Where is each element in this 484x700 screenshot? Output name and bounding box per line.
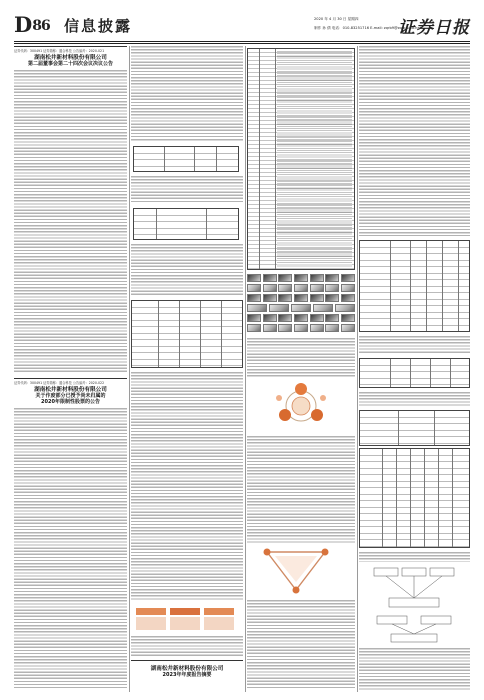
editor-contact: 制作 孙 倩 电话：010-83251716 E-mail: zqrb9@zqrb.sina.net <box>314 26 422 30</box>
body-text <box>14 70 127 374</box>
issue-date: 2020 年 4 月 30 日 星期四 <box>314 17 359 21</box>
quarterly-table <box>359 358 470 388</box>
page-num: 86 <box>32 18 50 34</box>
body-text <box>131 176 243 204</box>
financial-table <box>359 240 470 332</box>
business-diagram <box>135 606 235 632</box>
announcement-header <box>14 48 127 67</box>
column-divider <box>245 46 246 692</box>
product-images <box>247 284 355 292</box>
column-divider <box>357 46 358 692</box>
body-text <box>131 244 243 296</box>
column-1 <box>14 46 127 692</box>
stock-code-line: 证券代码：300491 证券简称：通合科技 公告编号：2020-022 <box>14 381 105 385</box>
page-letter: D <box>14 12 32 37</box>
announcement-rule <box>14 378 127 379</box>
body-text <box>359 648 470 690</box>
body-text <box>247 338 355 378</box>
section-title: 信息披露 <box>64 17 133 35</box>
product-images <box>247 294 355 302</box>
announcement-title: 湖南松井新材料股份有限公司 <box>34 55 107 61</box>
ownership-chart <box>369 566 459 610</box>
column-3 <box>247 46 355 692</box>
announcement-title: 第二届董事会第二十四次会议决议公告 <box>27 61 113 68</box>
body-text <box>359 46 470 236</box>
ownership-chart <box>369 614 459 644</box>
masthead-rule <box>14 41 470 42</box>
announcement-title: 湖南松井新材料股份有限公司 <box>150 666 224 672</box>
product-images <box>247 274 355 282</box>
shareholder-table <box>359 410 470 446</box>
data-table <box>133 146 239 172</box>
product-images <box>247 314 355 322</box>
announcement-rule <box>131 660 243 661</box>
product-images <box>247 324 355 332</box>
announcement-title: 湖南松井新材料股份有限公司 <box>34 387 107 393</box>
top-shareholders-table <box>359 448 470 548</box>
column-4 <box>359 46 470 692</box>
column-divider <box>129 46 130 692</box>
masthead <box>14 14 470 40</box>
cycle-diagram <box>273 380 329 432</box>
product-table <box>247 48 355 270</box>
announcement-header <box>14 380 127 406</box>
body-text <box>247 600 355 690</box>
body-text <box>131 636 243 656</box>
product-images <box>247 304 355 312</box>
financial-table <box>131 300 243 368</box>
body-text <box>14 408 127 688</box>
body-text <box>359 552 470 562</box>
announcement-header <box>131 666 243 678</box>
announcement-title: 关于作废部分已授予尚未归属的 <box>35 393 106 400</box>
body-text <box>131 46 243 142</box>
body-text <box>131 372 243 600</box>
announcement-rule <box>14 46 127 47</box>
stock-code-line: 证券代码：300491 证券简称：通合科技 公告编号：2020-021 <box>14 49 105 53</box>
body-text <box>359 392 470 406</box>
masthead-rule-thin <box>14 43 470 44</box>
newspaper-logo: 证券日报 <box>398 18 470 38</box>
triangle-diagram <box>261 546 331 596</box>
data-table <box>133 208 239 240</box>
announcement-title: 2020年限制性股票的公告 <box>41 399 100 406</box>
announcement-title: 2023年年度报告摘要 <box>162 672 212 679</box>
body-text <box>247 436 355 544</box>
column-2 <box>131 46 243 692</box>
body-text <box>359 336 470 354</box>
page-number <box>14 14 50 37</box>
